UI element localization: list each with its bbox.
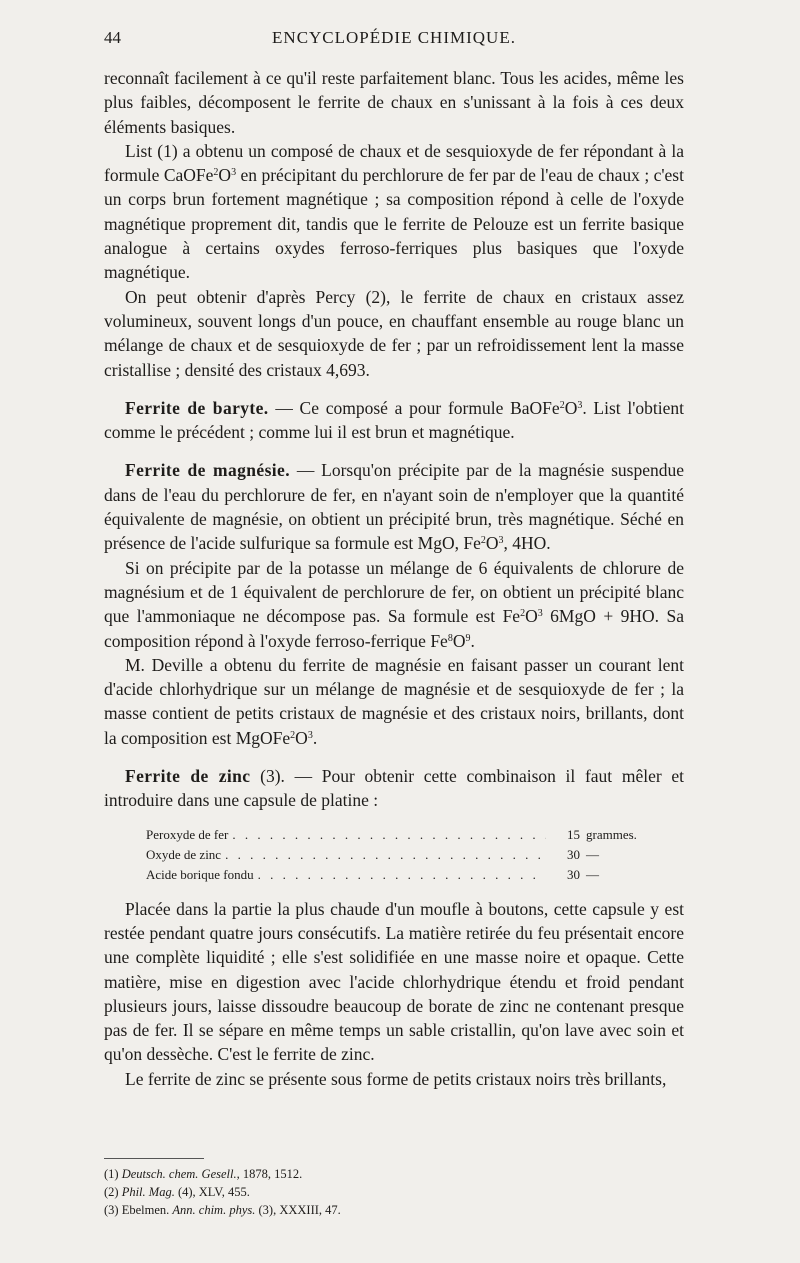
paragraph-deville: M. Deville a obtenu du ferrite de magnésie en faisant passer un courant lent d'acide chlorhydrique sur un mélange de magnésie et de sesquioxyde de fer ; la masse contient de petits cristaux de magnésie et des cristaux noirs, brillants, dont la composition est $MgOFe^2O^3$. [104,654,684,748]
paragraph-continuation: reconnaît facilement à ce qu'il reste parfaitement blanc. Tous les acides, même les plus faibles, décomposent le ferrite de chaux en s'unissant à la fois à ces deux éléments basiques. [104,68,684,137]
footnote-rule [104,1158,204,1159]
paragraph-potasse: Si on précipite par de la potasse un mélange de 6 équivalents de chlorure de magnésium et de 1 équivalent de perchlorure de fer, on obtient un précipité blanc que l'ammoniaque ne décompose pas. Sa formule est $Fe^2O^3$ 6MgO + 9HO. Sa composition répond à l'oxyde ferroso-ferrique $Fe^8O^9$. [104,557,684,651]
section-title: Ferrite de baryte. [125,397,269,418]
page-header [104,24,684,54]
footnote-3: (3) Ebelmen. Ann. chim. phys. (3), XXXIII, 47. [104,1203,341,1217]
recipe-table [146,825,684,885]
section-title: Ferrite de magnésie. [125,460,290,481]
footnotes [104,1165,684,1219]
page-body [104,66,684,1091]
page-number: 44 [104,28,121,47]
section-ferrite-magnesie: Ferrite de magnésie. — Lorsqu'on précipite par de la magnésie suspendue dans de l'eau du perchlorure de fer, en n'ayant soin de n'employer que la quantité équivalente de magnésie, on obtient un précipité brun, très magnétique. Séché en présence de l'acide sulfurique sa formule est MgO, $Fe^2O^3$, 4HO. [104,460,685,554]
footnote-1: (1) Deutsch. chem. Gesell., 1878, 1512. [104,1167,303,1181]
section-ferrite-zinc: Ferrite de zinc (3). — Pour obtenir cette combinaison il faut mêler et introduire dans une capsule de platine : [104,766,684,811]
section-ferrite-baryte: Ferrite de baryte. — Ce composé a pour formule $BaOFe^2O^3$. List l'obtient comme le précédent ; comme lui il est brun et magnétique. [104,397,685,443]
recipe-row: Peroxyde de fer . . . 15 grammes. [146,825,666,845]
paragraph-moufle: Placée dans la partie la plus chaude d'un moufle à boutons, cette capsule y est restée pendant quatre jours consécutifs. La matière retirée du feu présentait encore une complète liquidité ; elle s'est solidifiée en une masse noire et opaque. Cette matière, mise en digestion avec l'acide chlorhydrique étendu et froid pendant plusieurs jours, laisse dissoudre beaucoup de borate de zinc ne contenant presque pas de fer. Il se sépare en même temps un sable cristallin, qu'on lave avec soin et qu'on dessèche. C'est le ferrite de zinc. [104,898,684,1065]
recipe-row: Oxyde de zinc . . . 30 — [146,845,666,865]
footnote-2: (2) Phil. Mag. (4), XLV, 455. [104,1185,250,1199]
paragraph-list-compound: List (1) a obtenu un composé de chaux et de sesquioxyde de fer répondant à la formule $CaOFe^2O^3$ en précipitant du perchlorure de fer par de l'eau de chaux ; c'est un corps brun fortement magnétique ; sa composition répond à celle de l'oxyde magnétique proprement dit, tandis que le ferrite de Pelouze est un ferrite basique analogue à certains oxydes ferroso-ferriques plus basiques que l'oxyde magnétique. [104,140,684,283]
paragraph-percy: On peut obtenir d'après Percy (2), le ferrite de chaux en cristaux assez volumineux, souvent longs d'un pouce, en chauffant ensemble au rouge blanc un mélange de chaux et de sesquioxyde de fer ; par un refroidissement lent la masse cristallise ; densité des cristaux 4,693. [104,286,684,380]
section-title: Ferrite de zinc [125,766,251,787]
paragraph-cristaux: Le ferrite de zinc se présente sous forme de petits cristaux noirs très brillants, [125,1068,667,1089]
recipe-row: Acide borique fondu . . . 30 — [146,865,666,885]
running-title: ENCYCLOPÉDIE CHIMIQUE. [272,28,516,47]
